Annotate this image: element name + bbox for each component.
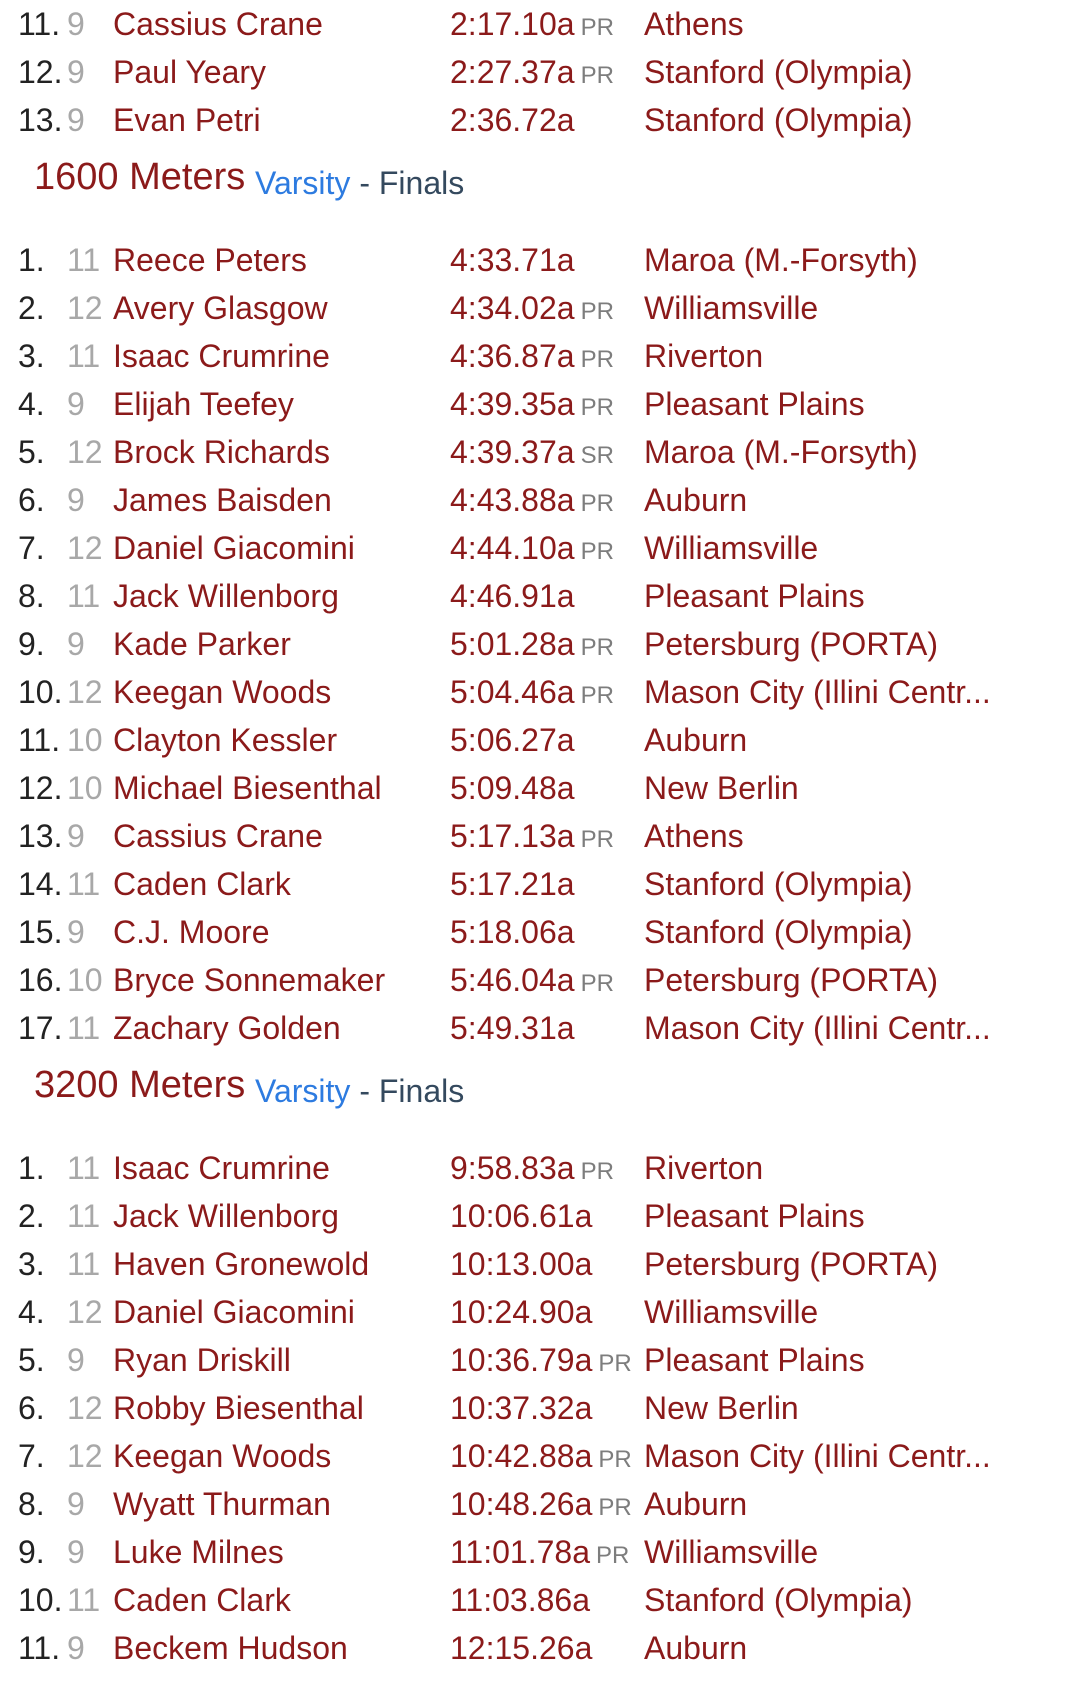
team-link[interactable]: Petersburg (PORTA): [644, 1246, 939, 1282]
team-link[interactable]: New Berlin: [644, 1390, 799, 1426]
team-link[interactable]: Athens: [644, 818, 744, 854]
place: 14.: [18, 866, 63, 902]
event-header-3200: [0, 1056, 1080, 1114]
results-list-1600: [0, 236, 1080, 1052]
record-tag: PR: [580, 394, 614, 421]
grade: 9: [67, 626, 85, 662]
event-header-1600: [0, 148, 1080, 206]
mark-value: 11:03.86a: [450, 1582, 590, 1618]
event-title[interactable]: 3200 Meters: [34, 1064, 246, 1106]
athlete-link[interactable]: Cassius Crane: [113, 6, 323, 42]
athlete-link[interactable]: Ryan Driskill: [113, 1342, 291, 1378]
team-link[interactable]: Maroa (M.-Forsyth): [644, 434, 918, 470]
grade: 12: [67, 1294, 103, 1330]
athlete-link[interactable]: C.J. Moore: [113, 914, 270, 950]
grade: 11: [67, 1010, 101, 1046]
team-link[interactable]: Auburn: [644, 482, 748, 518]
mark-value: 10:24.90a: [450, 1294, 593, 1330]
athlete-link[interactable]: Evan Petri: [113, 102, 261, 138]
athlete-link[interactable]: Caden Clark: [113, 1582, 291, 1618]
place: 5.: [18, 434, 45, 470]
mark-value: 4:39.37a: [450, 434, 575, 470]
mark-link[interactable]: [450, 1528, 629, 1580]
grade: 10: [67, 770, 103, 806]
athlete-link[interactable]: Beckem Hudson: [113, 1630, 348, 1666]
place: 10.: [18, 674, 63, 710]
grade: 11: [67, 1582, 101, 1618]
result-row: [0, 524, 1080, 572]
grade: 9: [67, 6, 85, 42]
place: 5.: [18, 1342, 45, 1378]
result-row: [0, 1432, 1080, 1480]
results-list-3200: [0, 1144, 1080, 1672]
mark-link[interactable]: [450, 284, 614, 336]
athlete-link[interactable]: Keegan Woods: [113, 674, 332, 710]
team-link[interactable]: New Berlin: [644, 770, 799, 806]
grade: 11: [67, 1150, 101, 1186]
grade: 12: [67, 290, 103, 326]
athlete-link[interactable]: Bryce Sonnemaker: [113, 962, 386, 998]
mark-link[interactable]: [450, 1624, 598, 1676]
grade: 9: [67, 482, 85, 518]
mark-link[interactable]: [450, 572, 581, 624]
place: 7.: [18, 530, 45, 566]
mark-link[interactable]: [450, 236, 581, 288]
result-row: [0, 1004, 1080, 1052]
record-tag: PR: [595, 1542, 630, 1569]
result-row: [0, 572, 1080, 620]
place: 10.: [18, 1582, 63, 1618]
team-link[interactable]: Williamsville: [644, 1534, 819, 1570]
result-row: [0, 332, 1080, 380]
place: 7.: [18, 1438, 45, 1474]
grade: 12: [67, 1438, 103, 1474]
team-link[interactable]: Stanford (Olympia): [644, 1582, 913, 1618]
result-row: [0, 1624, 1080, 1672]
mark-link[interactable]: [450, 860, 581, 912]
mark-value: 5:06.27a: [450, 722, 575, 758]
place: 12.: [18, 54, 63, 90]
result-row: [0, 908, 1080, 956]
grade: 10: [67, 962, 103, 998]
result-row: [0, 812, 1080, 860]
place: 16.: [18, 962, 63, 998]
record-tag: PR: [598, 1350, 632, 1377]
record-tag: PR: [580, 490, 614, 517]
mark-link[interactable]: [450, 0, 614, 52]
place: 2.: [18, 1198, 45, 1234]
place: 17.: [18, 1010, 63, 1046]
mark-link[interactable]: [450, 524, 614, 576]
mark-link[interactable]: [450, 96, 581, 148]
grade: 12: [67, 530, 103, 566]
grade: 11: [67, 338, 101, 374]
athlete-link[interactable]: James Baisden: [113, 482, 332, 518]
event-round: Finals: [378, 165, 465, 201]
team-link[interactable]: Stanford (Olympia): [644, 866, 913, 902]
mark-value: 5:17.21a: [450, 866, 575, 902]
mark-link[interactable]: [450, 764, 581, 816]
place: 1.: [18, 242, 45, 278]
record-tag: PR: [580, 298, 614, 325]
grade: 12: [67, 674, 103, 710]
athlete-link[interactable]: Cassius Crane: [113, 818, 323, 854]
place: 4.: [18, 1294, 45, 1330]
mark-value: 4:44.10a: [450, 530, 575, 566]
mark-link[interactable]: [450, 1288, 598, 1340]
mark-link[interactable]: [450, 476, 614, 528]
team-link[interactable]: Williamsville: [644, 290, 819, 326]
mark-link[interactable]: [450, 956, 614, 1008]
team-link[interactable]: Mason City (Illini Centr...: [644, 1010, 991, 1046]
athlete-link[interactable]: Daniel Giacomini: [113, 1294, 355, 1330]
mark-link[interactable]: [450, 908, 581, 960]
team-link[interactable]: Auburn: [644, 1630, 748, 1666]
team-link[interactable]: Stanford (Olympia): [644, 54, 913, 90]
mark-link[interactable]: [450, 1144, 614, 1196]
mark-link[interactable]: [450, 716, 581, 768]
place: 11.: [18, 6, 61, 42]
event-subtitle: [255, 1062, 464, 1120]
mark-link[interactable]: [450, 1576, 596, 1628]
place: 2.: [18, 290, 45, 326]
team-link[interactable]: Pleasant Plains: [644, 578, 865, 614]
result-row: [0, 380, 1080, 428]
mark-value: 4:39.35a: [450, 386, 575, 422]
mark-value: 2:36.72a: [450, 102, 575, 138]
record-tag: PR: [580, 14, 614, 41]
result-row: [0, 764, 1080, 812]
athlete-link[interactable]: Elijah Teefey: [113, 386, 294, 422]
mark-link[interactable]: [450, 1384, 598, 1436]
result-row: [0, 668, 1080, 716]
athlete-link[interactable]: Zachary Golden: [113, 1010, 341, 1046]
record-tag: PR: [580, 1158, 614, 1185]
mark-value: 5:17.13a: [450, 818, 575, 854]
event-separator: -: [359, 1073, 370, 1109]
event-title[interactable]: 1600 Meters: [34, 156, 246, 198]
event-level-link[interactable]: Varsity: [255, 1073, 351, 1109]
result-row: [0, 716, 1080, 764]
mark-value: 4:46.91a: [450, 578, 575, 614]
grade: 9: [67, 1630, 85, 1666]
team-link[interactable]: Auburn: [644, 722, 748, 758]
mark-value: 10:37.32a: [450, 1390, 593, 1426]
mark-value: 5:09.48a: [450, 770, 575, 806]
athlete-link[interactable]: Kade Parker: [113, 626, 291, 662]
place: 13.: [18, 818, 63, 854]
athlete-link[interactable]: Jack Willenborg: [113, 578, 339, 614]
result-row: [0, 284, 1080, 332]
athlete-link[interactable]: Caden Clark: [113, 866, 291, 902]
mark-value: 5:01.28a: [450, 626, 575, 662]
mark-link[interactable]: [450, 1240, 598, 1292]
place: 15.: [18, 914, 63, 950]
team-link[interactable]: Petersburg (PORTA): [644, 626, 939, 662]
place: 6.: [18, 1390, 45, 1426]
mark-link[interactable]: [450, 1480, 632, 1532]
place: 6.: [18, 482, 45, 518]
athlete-link[interactable]: Keegan Woods: [113, 1438, 332, 1474]
mark-value: 2:17.10a: [450, 6, 575, 42]
event-round: Finals: [378, 1073, 465, 1109]
event-separator: -: [359, 165, 370, 201]
result-row: [0, 428, 1080, 476]
mark-link[interactable]: [450, 812, 614, 864]
team-link[interactable]: Petersburg (PORTA): [644, 962, 939, 998]
mark-value: 4:34.02a: [450, 290, 575, 326]
result-row: [0, 1240, 1080, 1288]
athlete-link[interactable]: Brock Richards: [113, 434, 330, 470]
grade: 11: [67, 242, 101, 278]
record-tag: PR: [580, 62, 614, 89]
team-link[interactable]: Stanford (Olympia): [644, 102, 913, 138]
athlete-link[interactable]: Luke Milnes: [113, 1534, 284, 1570]
result-row: [0, 620, 1080, 668]
mark-link[interactable]: [450, 48, 614, 100]
grade: 9: [67, 818, 85, 854]
mark-link[interactable]: [450, 620, 614, 672]
place: 13.: [18, 102, 63, 138]
result-row: [0, 1480, 1080, 1528]
result-row: [0, 0, 1080, 48]
mark-link[interactable]: [450, 1192, 598, 1244]
record-tag: PR: [580, 634, 614, 661]
grade: 9: [67, 914, 85, 950]
result-row: [0, 956, 1080, 1004]
record-tag: PR: [580, 346, 614, 373]
results-list-top: [0, 0, 1080, 144]
result-row: [0, 1192, 1080, 1240]
team-link[interactable]: Pleasant Plains: [644, 1342, 865, 1378]
record-tag: PR: [580, 682, 614, 709]
result-row: [0, 1144, 1080, 1192]
mark-value: 5:49.31a: [450, 1010, 575, 1046]
event-level-link[interactable]: Varsity: [255, 165, 351, 201]
place: 3.: [18, 1246, 45, 1282]
place: 8.: [18, 1486, 45, 1522]
place: 3.: [18, 338, 45, 374]
grade: 11: [67, 1198, 101, 1234]
team-link[interactable]: Athens: [644, 6, 744, 42]
athlete-link[interactable]: Michael Biesenthal: [113, 770, 382, 806]
team-link[interactable]: Pleasant Plains: [644, 386, 865, 422]
mark-value: 10:06.61a: [450, 1198, 593, 1234]
mark-link[interactable]: [450, 1432, 632, 1484]
athlete-link[interactable]: Isaac Crumrine: [113, 338, 330, 374]
result-row: [0, 48, 1080, 96]
place: 9.: [18, 1534, 45, 1570]
event-subtitle: [255, 154, 464, 212]
mark-value: 5:18.06a: [450, 914, 575, 950]
result-row: [0, 96, 1080, 144]
mark-link[interactable]: [450, 1336, 632, 1388]
result-row: [0, 1384, 1080, 1432]
athlete-link[interactable]: Wyatt Thurman: [113, 1486, 331, 1522]
record-tag: PR: [580, 538, 614, 565]
team-link[interactable]: Pleasant Plains: [644, 1198, 865, 1234]
mark-value: 2:27.37a: [450, 54, 575, 90]
mark-value: 9:58.83a: [450, 1150, 575, 1186]
mark-value: 4:33.71a: [450, 242, 575, 278]
team-link[interactable]: Maroa (M.-Forsyth): [644, 242, 918, 278]
mark-value: 10:42.88a: [450, 1438, 593, 1474]
athlete-link[interactable]: Haven Gronewold: [113, 1246, 370, 1282]
grade: 9: [67, 54, 85, 90]
athlete-link[interactable]: Robby Biesenthal: [113, 1390, 364, 1426]
mark-value: 10:36.79a: [450, 1342, 593, 1378]
team-link[interactable]: Mason City (Illini Centr...: [644, 674, 991, 710]
place: 11.: [18, 722, 61, 758]
mark-value: 4:43.88a: [450, 482, 575, 518]
record-tag: SR: [580, 442, 614, 469]
mark-link[interactable]: [450, 428, 614, 480]
team-link[interactable]: Williamsville: [644, 1294, 819, 1330]
grade: 9: [67, 102, 85, 138]
mark-value: 4:36.87a: [450, 338, 575, 374]
place: 12.: [18, 770, 63, 806]
result-row: [0, 476, 1080, 524]
record-tag: PR: [598, 1446, 632, 1473]
grade: 11: [67, 866, 101, 902]
place: 11.: [18, 1630, 61, 1666]
place: 1.: [18, 1150, 45, 1186]
grade: 9: [67, 1534, 85, 1570]
place: 4.: [18, 386, 45, 422]
team-link[interactable]: Mason City (Illini Centr...: [644, 1438, 991, 1474]
team-link[interactable]: Williamsville: [644, 530, 819, 566]
mark-value: 5:46.04a: [450, 962, 575, 998]
result-row: [0, 236, 1080, 284]
athlete-link[interactable]: Isaac Crumrine: [113, 1150, 330, 1186]
grade: 12: [67, 434, 103, 470]
team-link[interactable]: Riverton: [644, 338, 764, 374]
grade: 9: [67, 1486, 85, 1522]
grade: 12: [67, 1390, 103, 1426]
record-tag: PR: [580, 826, 614, 853]
grade: 11: [67, 1246, 101, 1282]
team-link[interactable]: Stanford (Olympia): [644, 914, 913, 950]
mark-link[interactable]: [450, 380, 614, 432]
mark-link[interactable]: [450, 1004, 581, 1056]
result-row: [0, 1576, 1080, 1624]
grade: 9: [67, 1342, 85, 1378]
result-row: [0, 860, 1080, 908]
mark-value: 10:48.26a: [450, 1486, 593, 1522]
team-link[interactable]: Auburn: [644, 1486, 748, 1522]
place: 8.: [18, 578, 45, 614]
grade: 11: [67, 578, 101, 614]
athlete-link[interactable]: Reece Peters: [113, 242, 307, 278]
athlete-link[interactable]: Paul Yeary: [113, 54, 267, 90]
team-link[interactable]: Riverton: [644, 1150, 764, 1186]
result-row: [0, 1288, 1080, 1336]
result-row: [0, 1528, 1080, 1576]
grade: 10: [67, 722, 103, 758]
mark-value: 10:13.00a: [450, 1246, 593, 1282]
result-row: [0, 1336, 1080, 1384]
mark-value: 12:15.26a: [450, 1630, 593, 1666]
place: 9.: [18, 626, 45, 662]
athlete-link[interactable]: Clayton Kessler: [113, 722, 338, 758]
athlete-link[interactable]: Daniel Giacomini: [113, 530, 355, 566]
athlete-link[interactable]: Avery Glasgow: [113, 290, 328, 326]
mark-link[interactable]: [450, 332, 614, 384]
athlete-link[interactable]: Jack Willenborg: [113, 1198, 339, 1234]
mark-value: 11:01.78a: [450, 1534, 590, 1570]
record-tag: PR: [580, 970, 614, 997]
record-tag: PR: [598, 1494, 632, 1521]
mark-value: 5:04.46a: [450, 674, 575, 710]
mark-link[interactable]: [450, 668, 614, 720]
grade: 9: [67, 386, 85, 422]
